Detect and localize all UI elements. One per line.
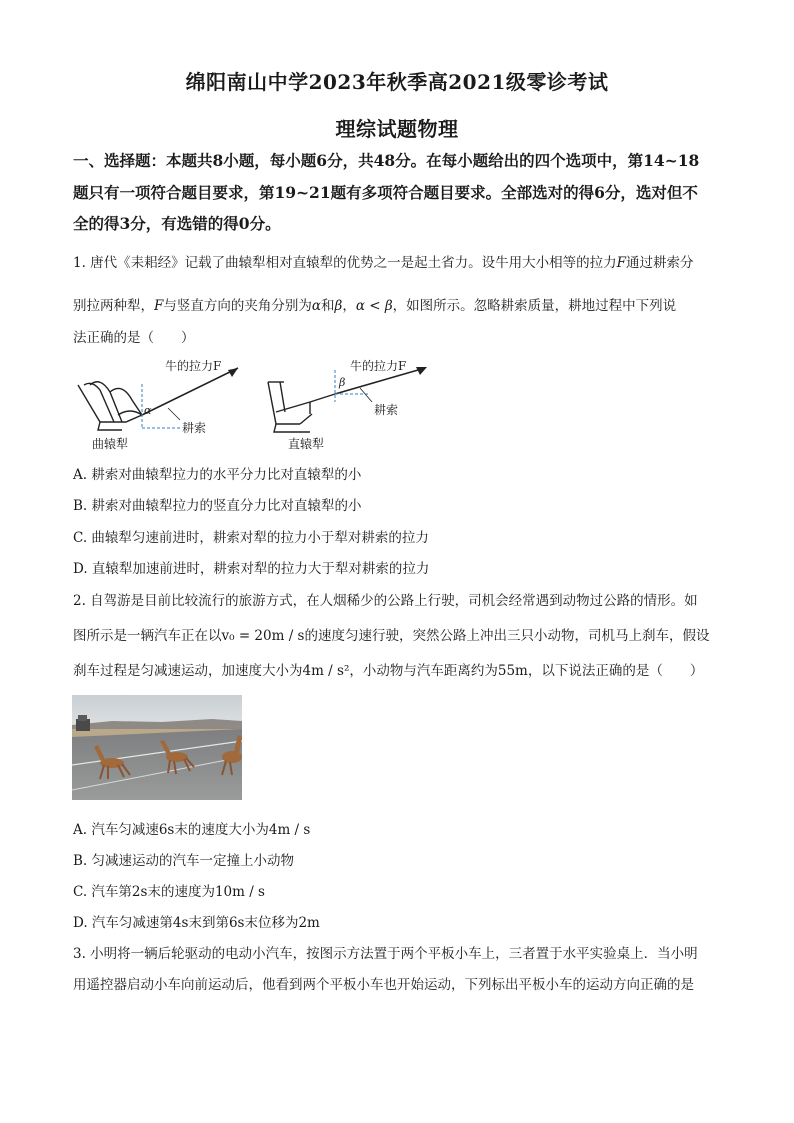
q2-option-a[interactable]: A. 汽车匀减速6s末的速度大小为4m / s: [73, 822, 311, 838]
q1-text: 与竖直方向的夹角分别为: [163, 298, 312, 314]
section-line-3: 全的得3分，有选错的得0分。: [73, 214, 281, 233]
left-force-arrow: [142, 368, 238, 415]
q3-line-1: 3. 小明将一辆后轮驱动的电动小汽车，按图示方法置于两个平板小车上，三者置于水平实验桌上．当小明: [73, 946, 698, 962]
q1-comma: ，: [342, 298, 356, 314]
q1-line-2: [73, 294, 676, 314]
q1-option-a[interactable]: A. 耕索对曲辕犁拉力的水平分力比对直辕犁的小: [73, 467, 362, 483]
q2-option-c[interactable]: C. 汽车第2s末的速度为10m / s: [73, 884, 265, 900]
q2-text: 的速度匀速行驶，突然公路上冲出三只小动物，司机马上刹车，假设: [304, 628, 710, 644]
q2-distance: 55m: [497, 663, 528, 679]
section-line-2: 题只有一项符合题目要求，第19~21题有多项符合题目要求。全部选对的得6分，选对但不: [73, 182, 698, 202]
q1-and: 和: [321, 298, 335, 314]
q2-option-b[interactable]: B. 匀减速运动的汽车一定撞上小动物: [73, 853, 295, 869]
q1-alpha: α: [311, 298, 321, 314]
q2-line-1: 2. 自驾游是目前比较流行的旅游方式，在人烟稀少的公路上行驶，司机会经常遇到动物过公路的情形。如: [73, 593, 698, 609]
left-force-label: 牛的拉力F: [165, 359, 222, 373]
q1-var-f: F: [616, 255, 627, 271]
q1-line-1: [73, 251, 694, 271]
q1-line-3: 法正确的是（ ）: [73, 330, 195, 346]
q1-option-b[interactable]: B. 耕索对曲辕犁拉力的竖直分力比对直辕犁的小: [73, 498, 362, 514]
q2-text: ，小动物与汽车距离约为: [349, 663, 498, 679]
q1-text: 通过耕索分: [626, 255, 694, 271]
section-instructions: [73, 145, 723, 240]
q2-option-d[interactable]: D. 汽车匀减速第4s末到第6s末位移为2m: [73, 915, 320, 931]
q2-text: 图所示是一辆汽车正在以: [73, 628, 222, 644]
q1-text: 1. 唐代《耒耜经》记载了曲辕犁相对直辕犁的优势之一是起土省力。设牛用大小相等的拉力: [73, 255, 617, 271]
plow-diagram: [70, 352, 450, 452]
right-caption: 直辕犁: [288, 437, 325, 451]
q1-var-f: F: [154, 298, 164, 314]
exam-subtitle: 理综试题物理: [335, 117, 459, 141]
q2-v0: v₀ = 20m / s: [221, 628, 305, 644]
q1-inequality: α < β: [355, 298, 393, 314]
q3-line-2: 用遥控器启动小车向前运动后，他看到两个平板小车也开始运动，下列标出平板小车的运动方向正确的是: [73, 977, 694, 993]
left-rope-label: 耕索: [182, 421, 207, 435]
left-caption: 曲辕犁: [92, 437, 129, 451]
q1-option-d[interactable]: D. 直辕犁加速前进时，耕索对犁的拉力大于犁对耕索的拉力: [73, 561, 430, 577]
q2-line-2: [73, 624, 709, 644]
q1-text: ，如图所示。忽略耕索质量，耕地过程中下列说: [392, 298, 677, 314]
q2-line-3: [73, 659, 703, 679]
q2-text: 刹车过程是匀减速运动，加速度大小为: [73, 663, 303, 679]
section-line-1: 一、选择题：本题共8小题，每小题6分，共48分。在每小题给出的四个选项中，第14~18: [73, 151, 700, 170]
q2-text: ，以下说法正确的是（ ）: [527, 663, 704, 679]
right-angle-label: β: [339, 376, 346, 389]
left-angle-label: α: [144, 404, 152, 417]
q2-accel: 4m / s²: [302, 663, 350, 679]
right-force-label: 牛的拉力F: [350, 359, 407, 373]
right-rope-label: 耕索: [374, 403, 399, 417]
q1-option-c[interactable]: C. 曲辕犁匀速前进时，耕索对犁的拉力小于犁对耕索的拉力: [73, 530, 429, 546]
q1-beta: β: [334, 298, 343, 314]
q1-text: 别拉两种犁，: [73, 298, 154, 314]
exam-title: 绵阳南山中学2023年秋季高2021级零诊考试: [185, 70, 609, 94]
road-animals-photo: [72, 695, 242, 800]
